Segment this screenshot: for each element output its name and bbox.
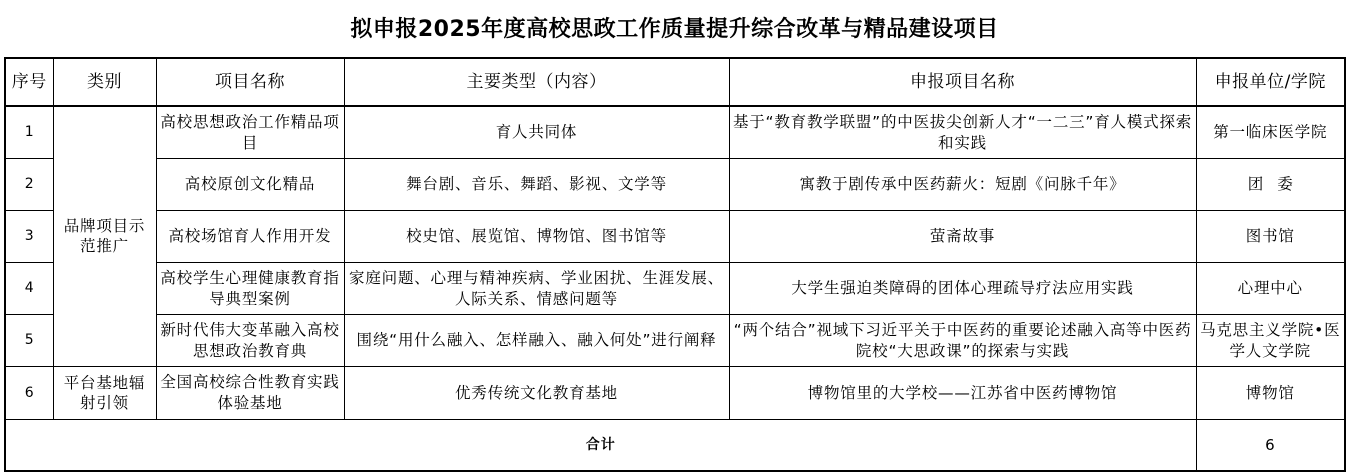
table-header-row	[5, 58, 1345, 106]
row-declared-name: “两个结合”视域下习近平关于中医药的重要论述融入高等中医药院校“大思政课”的探索与实践	[729, 315, 1196, 367]
header-declared-name: 申报项目名称	[729, 58, 1196, 106]
header-main-type: 主要类型（内容）	[344, 58, 729, 106]
row-main-type: 舞台剧、音乐、舞蹈、影视、文学等	[344, 159, 729, 211]
row-main-type: 围绕“用什么融入、怎样融入、融入何处”进行阐释	[344, 315, 729, 367]
category-label: 平台基地辐射引领	[63, 373, 146, 412]
row-seq: 2	[5, 159, 53, 211]
category-cell	[53, 367, 156, 420]
row-seq: 3	[5, 211, 53, 263]
total-value: 6	[1196, 420, 1345, 472]
page-title: 拟申报2025年度高校思政工作质量提升综合改革与精品建设项目	[350, 17, 999, 42]
row-seq: 5	[5, 315, 53, 367]
table-row	[5, 315, 1345, 367]
header-category: 类别	[53, 58, 156, 106]
project-table	[4, 57, 1346, 472]
row-seq: 6	[5, 367, 53, 420]
row-main-type: 育人共同体	[344, 106, 729, 159]
row-project-name: 高校原创文化精品	[156, 159, 344, 211]
row-declared-name: 大学生强迫类障碍的团体心理疏导疗法应用实践	[729, 263, 1196, 315]
row-seq: 4	[5, 263, 53, 315]
row-declared-name: 基于“教育教学联盟”的中医拔尖创新人才“一二三”育人模式探索和实践	[729, 106, 1196, 159]
row-declared-name: 萤斋故事	[729, 211, 1196, 263]
row-project-name: 高校思想政治工作精品项目	[156, 106, 344, 159]
row-main-type: 校史馆、展览馆、博物馆、图书馆等	[344, 211, 729, 263]
category-cell	[53, 106, 156, 367]
table-row	[5, 367, 1345, 420]
total-label: 合计	[5, 420, 1196, 472]
row-unit	[1196, 159, 1345, 211]
row-project-name: 新时代伟大变革融入高校思想政治教育典	[156, 315, 344, 367]
table-row	[5, 106, 1345, 159]
row-unit: 博物馆	[1196, 367, 1345, 420]
row-seq: 1	[5, 106, 53, 159]
row-main-type: 家庭问题、心理与精神疾病、学业困扰、生涯发展、人际关系、情感问题等	[344, 263, 729, 315]
header-seq: 序号	[5, 58, 53, 106]
row-project-name: 高校学生心理健康教育指导典型案例	[156, 263, 344, 315]
total-row	[5, 420, 1345, 472]
row-unit-label: 团委	[1247, 175, 1307, 193]
row-project-name: 高校场馆育人作用开发	[156, 211, 344, 263]
row-main-type: 优秀传统文化教育基地	[344, 367, 729, 420]
category-label: 品牌项目示范推广	[63, 217, 146, 255]
row-declared-name: 寓教于剧传承中医药薪火：短剧《问脉千年》	[729, 159, 1196, 211]
row-unit: 图书馆	[1196, 211, 1345, 263]
row-unit: 第一临床医学院	[1196, 106, 1345, 159]
table-row	[5, 211, 1345, 263]
header-project-name: 项目名称	[156, 58, 344, 106]
row-unit: 心理中心	[1196, 263, 1345, 315]
row-unit: 马克思主义学院•医学人文学院	[1196, 315, 1345, 367]
table-row	[5, 159, 1345, 211]
table-row	[5, 263, 1345, 315]
header-unit: 申报单位/学院	[1196, 58, 1345, 106]
row-declared-name: 博物馆里的大学校——江苏省中医药博物馆	[729, 367, 1196, 420]
row-project-name: 全国高校综合性教育实践体验基地	[156, 367, 344, 420]
